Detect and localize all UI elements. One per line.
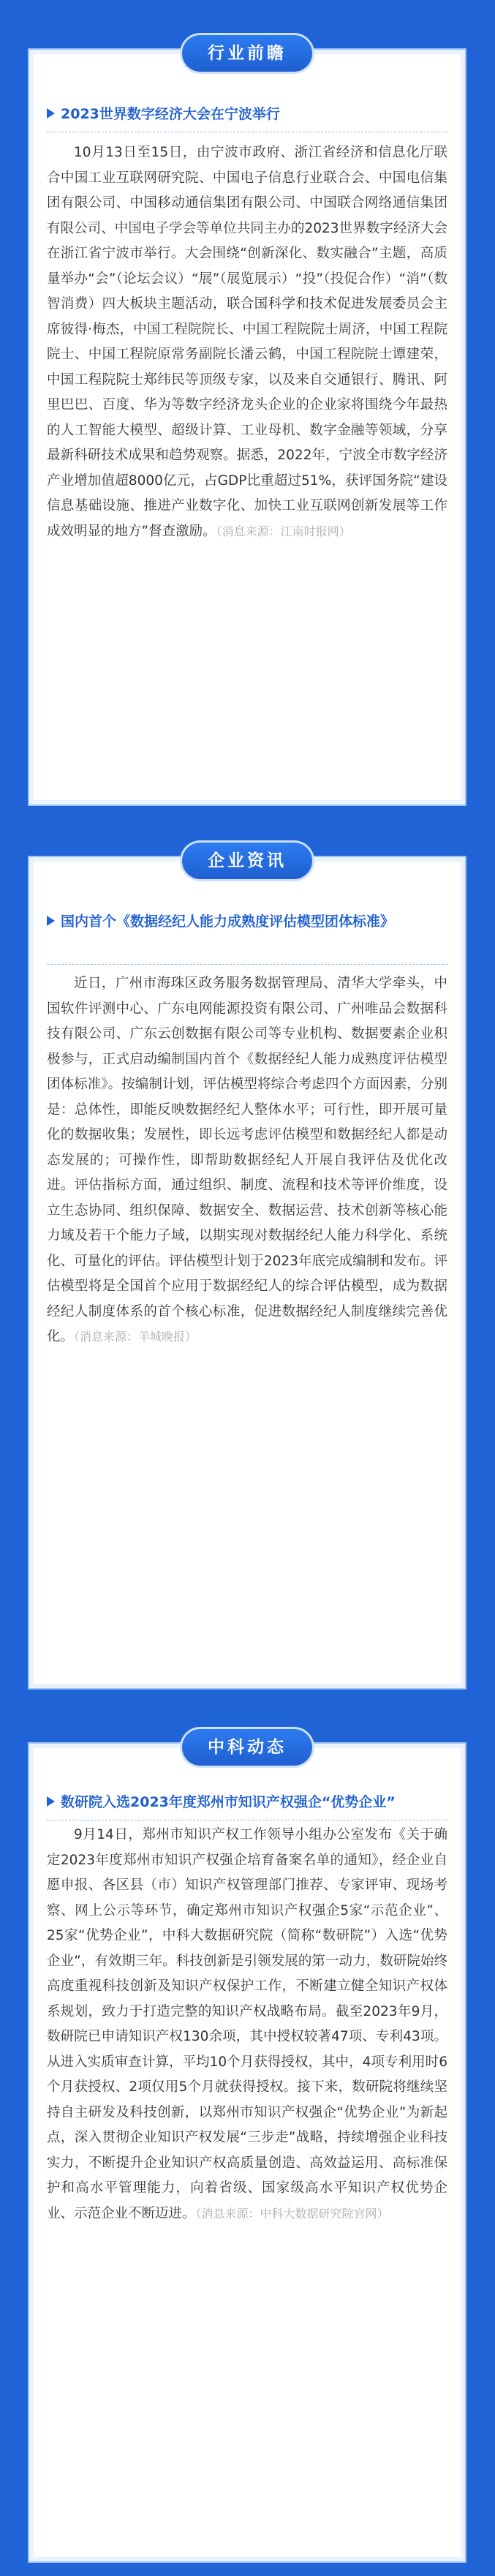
triangle-bullet-icon [47, 916, 55, 926]
article-title[interactable]: 2023世界数字经济大会在宁波举行 [61, 106, 280, 122]
article-title[interactable]: 数研院入选2023年度郑州市知识产权强企“优势企业” [61, 1794, 396, 1810]
triangle-bullet-icon [47, 1796, 55, 1807]
title-divider [47, 964, 447, 965]
article-source: （消息来源：中科大数据研究院官网） [195, 2206, 389, 2221]
section-industry-outlook [28, 44, 466, 806]
article-title-row[interactable] [47, 102, 447, 127]
section-tag: 行业前瞻 [182, 35, 312, 72]
article-body-text: 近日，广州市海珠区政务服务数据管理局、清华大学牵头，中国软件评测中心、广东电网能源投资有限公司、广州唯品会数据科技有限公司、广东云创数据有限公司等专业机构、数据要素企业积极参与，正式启动编制国内首个《数据经纪人能力成熟度评估模型团体标准》。按编制计划，评估模型将综合考虑四个方面因素，分别是：总体性，即能反映数据经纪人整体水平；可行性，即开展可量化的数据收集；发展性，即长远考虑评估模型和数据经纪人都是动态发展的；可操作性，即帮助数据经纪人开展自我评估及优化改进。评估指标方面，通过组织、制度、流程和技术等评价维度，设立生态协同、组织保障、数据安全、数据运营、技术创新等核心能力域及若干个能力子域，以期实现对数据经纪人能力科学化、系统化、可量化的评估。评估模型计划于2023年底完成编制和发布。评估模型将是全国首个应用于数据经纪人的综合评估模型，成为数据经纪人制度体系的首个核心标准，促进数据经纪人制度继续完善优化。 [47, 976, 447, 1344]
article-body [47, 1823, 447, 2226]
article-body [47, 971, 447, 1350]
article-source: （消息来源：江南时报网） [216, 524, 351, 538]
section-tag: 企业资讯 [182, 843, 312, 879]
article-body-text: 9月14日，郑州市知识产权工作领导小组办公室发布《关于确定2023年度郑州市知识产权强企培育备案名单的通知》，经企业自愿申报、各区县（市）知识产权管理部门推荐、专家评审、现场考察、网上公示等环节，确定郑州市知识产权强企5家“示范企业”、25家“优势企业”，中科大数据研究院（简称“数研院”）入选“优势企业”，有效期三年。科技创新是引领发展的第一动力，数研院始终高度重视科技创新及知识产权保护工作，不断建立健全知识产权体系规划，致力于打造完整的知识产权战略布局。截至2023年9月，数研院已申请知识产权130余项，其中授权较著47项、专利43项。从进入实质审查计算，平均10个月获得授权，其中，4项专利用时6个月获授权、2项仅用5个月就获得授权。接下来，数研院将继续坚持自主研发及科技创新，以郑州市知识产权强企“优势企业”为新起点，深入贯彻企业知识产权发展“三步走”战略，持续增强企业科技实力，不断提升企业知识产权高质量创造、高效益运用、高标准保护和高水平管理能力，向着省级、国家级高水平知识产权优势企业、示范企业不断迈进。 [47, 1827, 447, 2221]
article-body [47, 140, 447, 544]
article-source: （消息来源：羊城晚报） [74, 1330, 197, 1344]
section-zhongke-news [28, 1738, 466, 2563]
article-body-text: 10月13日至15日，由宁波市政府、浙江省经济和信息化厅联合中国工业互联网研究院、中国电子信息行业联合会、中国电信集团有限公司、中国移动通信集团有限公司、中国联合网络通信集团有限公司、中国电子学会等单位共同主办的2023世界数字经济大会在浙江省宁波市举行。大会围绕“创新深化、数实融合”主题，高质量举办“会”（论坛会议）“展”（展览展示）“投”（投促合作）“消”（数智消费）四大板块主题活动，联合国科学和技术促进发展委员会主席彼得·梅杰，中国工程院院长、中国工程院院士周济，中国工程院院士、中国工程院原常务副院长潘云鹤，中国工程院院士谭建荣，中国工程院院士郑纬民等顶级专家，以及来自交通银行、腾讯、阿里巴巴、百度、华为等数字经济龙头企业的企业家将围绕今年最热的人工智能大模型、超级计算、工业母机、数字金融等领域，分享最新科研技术成果和趋势观察。据悉，2022年，宁波全市数字经济产业增加值超8000亿元，占GDP比重超过51%，获评国务院“建设信息基础设施、推进产业数字化、加快工业互联网创新发展等工作成效明显的地方”督查激励。 [47, 145, 447, 539]
article-title-row[interactable] [47, 1790, 447, 1815]
article-title[interactable]: 国内首个《数据经纪人能力成熟度评估模型团体标准》 [61, 914, 395, 930]
article-title-row[interactable] [47, 910, 447, 934]
section-enterprise-news [28, 851, 466, 1690]
triangle-bullet-icon [47, 108, 55, 118]
section-tag: 中科动态 [182, 1729, 312, 1766]
